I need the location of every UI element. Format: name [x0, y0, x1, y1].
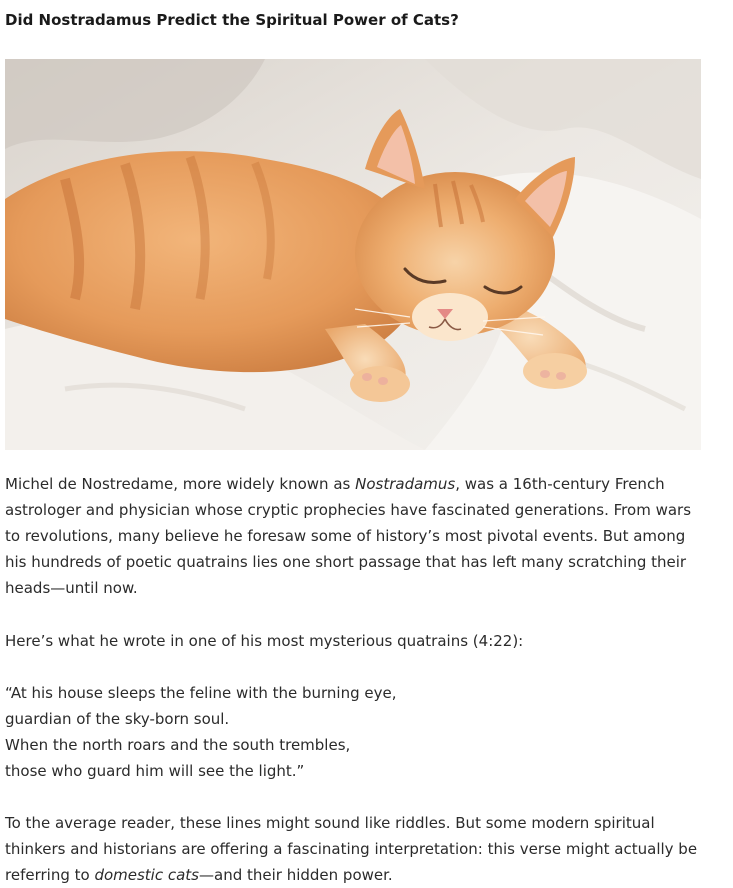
intro-text-after: , was a 16th-century French astrologer and physician whose cryptic prophecies have fascinated generations. From wars to revolutions, many believe he foresaw some of history’s most pivotal events. But among his hundreds of poetic quatrains lies one short passage that has left many scratching their heads—until now.: [5, 475, 692, 597]
domestic-cats-emphasis: domestic cats: [94, 866, 199, 884]
quatrain-intro: Here’s what he wrote in one of his most mysterious quatrains (4:22):: [5, 632, 524, 650]
intro-paragraph: [5, 471, 705, 601]
hero-image: [5, 59, 701, 450]
quatrain: [5, 680, 705, 784]
interpretation-text-before: To the average reader, these lines might sound like riddles. But some modern spiritual thinkers and historians are offering a fascinating interpretation: this verse might actually be referring to: [5, 814, 698, 884]
interpretation-text-after: —and their hidden power.: [199, 866, 393, 884]
sleeping-ginger-kitten-illustration: [5, 59, 701, 450]
quatrain-line: “At his house sleeps the feline with the burning eye,: [5, 684, 397, 702]
interpretation-paragraph: [5, 810, 705, 888]
quatrain-line: guardian of the sky-born soul.: [5, 710, 230, 728]
quatrain-line: When the north roars and the south trembles,: [5, 736, 351, 754]
quatrain-line: those who guard him will see the light.”: [5, 762, 305, 780]
nostradamus-name: Nostradamus: [355, 475, 456, 493]
intro-text-before: Michel de Nostredame, more widely known as: [5, 475, 356, 493]
article-title: Did Nostradamus Predict the Spiritual Power of Cats?: [5, 11, 459, 29]
